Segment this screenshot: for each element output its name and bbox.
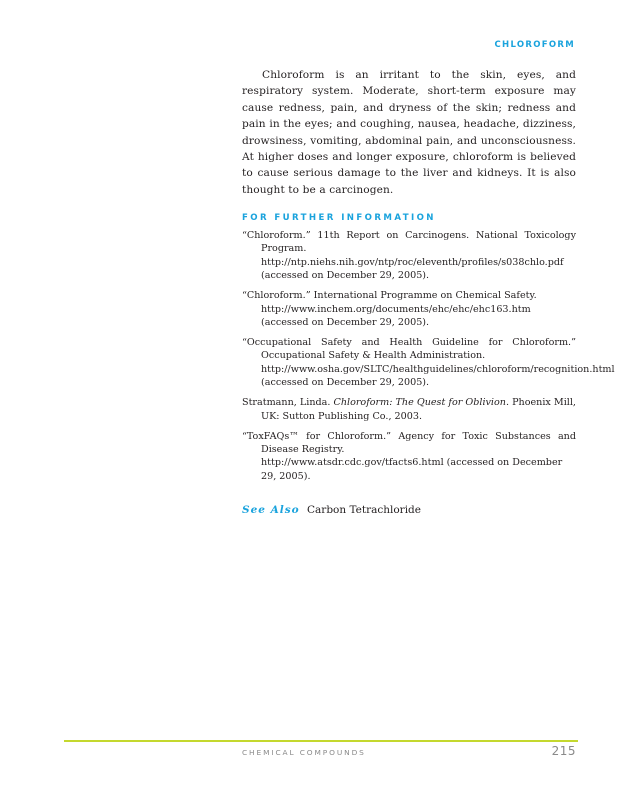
reference-item — [242, 430, 576, 484]
reference-title: “ToxFAQs™ for Chloroform.” Agency for Toxic Substances and Disease Registry. — [242, 430, 576, 456]
reference-publisher: Phoenix Mill, UK: Sutton Publishing Co., 2003. — [261, 397, 576, 422]
page-number: 215 — [551, 744, 576, 758]
reference-list — [242, 229, 615, 490]
further-information-heading: FOR FURTHER INFORMATION — [242, 213, 436, 223]
reference-url[interactable]: http://ntp.niehs.nih.gov/ntp/roc/eleventh/profiles/s038chlo.pdf (accessed on December 29, 2005). — [261, 256, 564, 282]
footer-section-label: CHEMICAL COMPOUNDS — [242, 748, 366, 757]
running-head: CHLOROFORM — [494, 40, 575, 50]
reference-item — [242, 229, 576, 283]
reference-url[interactable]: http://www.inchem.org/documents/ehc/ehc/ehc163.htm (accessed on December 29, 2005). — [261, 303, 531, 329]
see-also — [242, 504, 421, 516]
reference-item — [242, 396, 576, 423]
reference-title: “Occupational Safety and Health Guideline for Chloroform.” Occupational Safety & Health Administration. — [242, 337, 576, 362]
see-also-label: See Also — [242, 504, 300, 516]
reference-title: “Chloroform.” International Programme on Chemical Safety. — [242, 290, 537, 302]
reference-author: Stratmann, Linda. — [242, 397, 331, 409]
reference-url[interactable]: http://www.atsdr.cdc.gov/tfacts6.html (accessed on December 29, 2005). — [261, 457, 563, 482]
reference-item — [242, 336, 615, 390]
reference-title: “Chloroform.” 11th Report on Carcinogens. National Toxicology Program. — [242, 230, 576, 255]
body-paragraph: Chloroform is an irritant to the skin, eyes, and respiratory system. Moderate, short-term exposure may cause redness, pain, and dryness of the skin; redness and pain in the eyes; and coughing, nausea, headache, dizziness, drowsiness, vomiting, abdominal pain, and unconsciousness. At higher doses and longer exposure, chloroform is believed to cause serious damage to the liver and kidneys. It is also thought to be a carcinogen. — [242, 69, 576, 196]
reference-item — [242, 289, 576, 329]
reference-url[interactable]: http://www.osha.gov/SLTC/healthguidelines/chloroform/recognition.html (accessed on December 29, 2005). — [261, 363, 615, 389]
see-also-link[interactable]: Carbon Tetrachloride — [307, 504, 421, 516]
reference-book-title: Chloroform: The Quest for Oblivion. — [333, 397, 510, 409]
footer-rule — [64, 740, 578, 742]
